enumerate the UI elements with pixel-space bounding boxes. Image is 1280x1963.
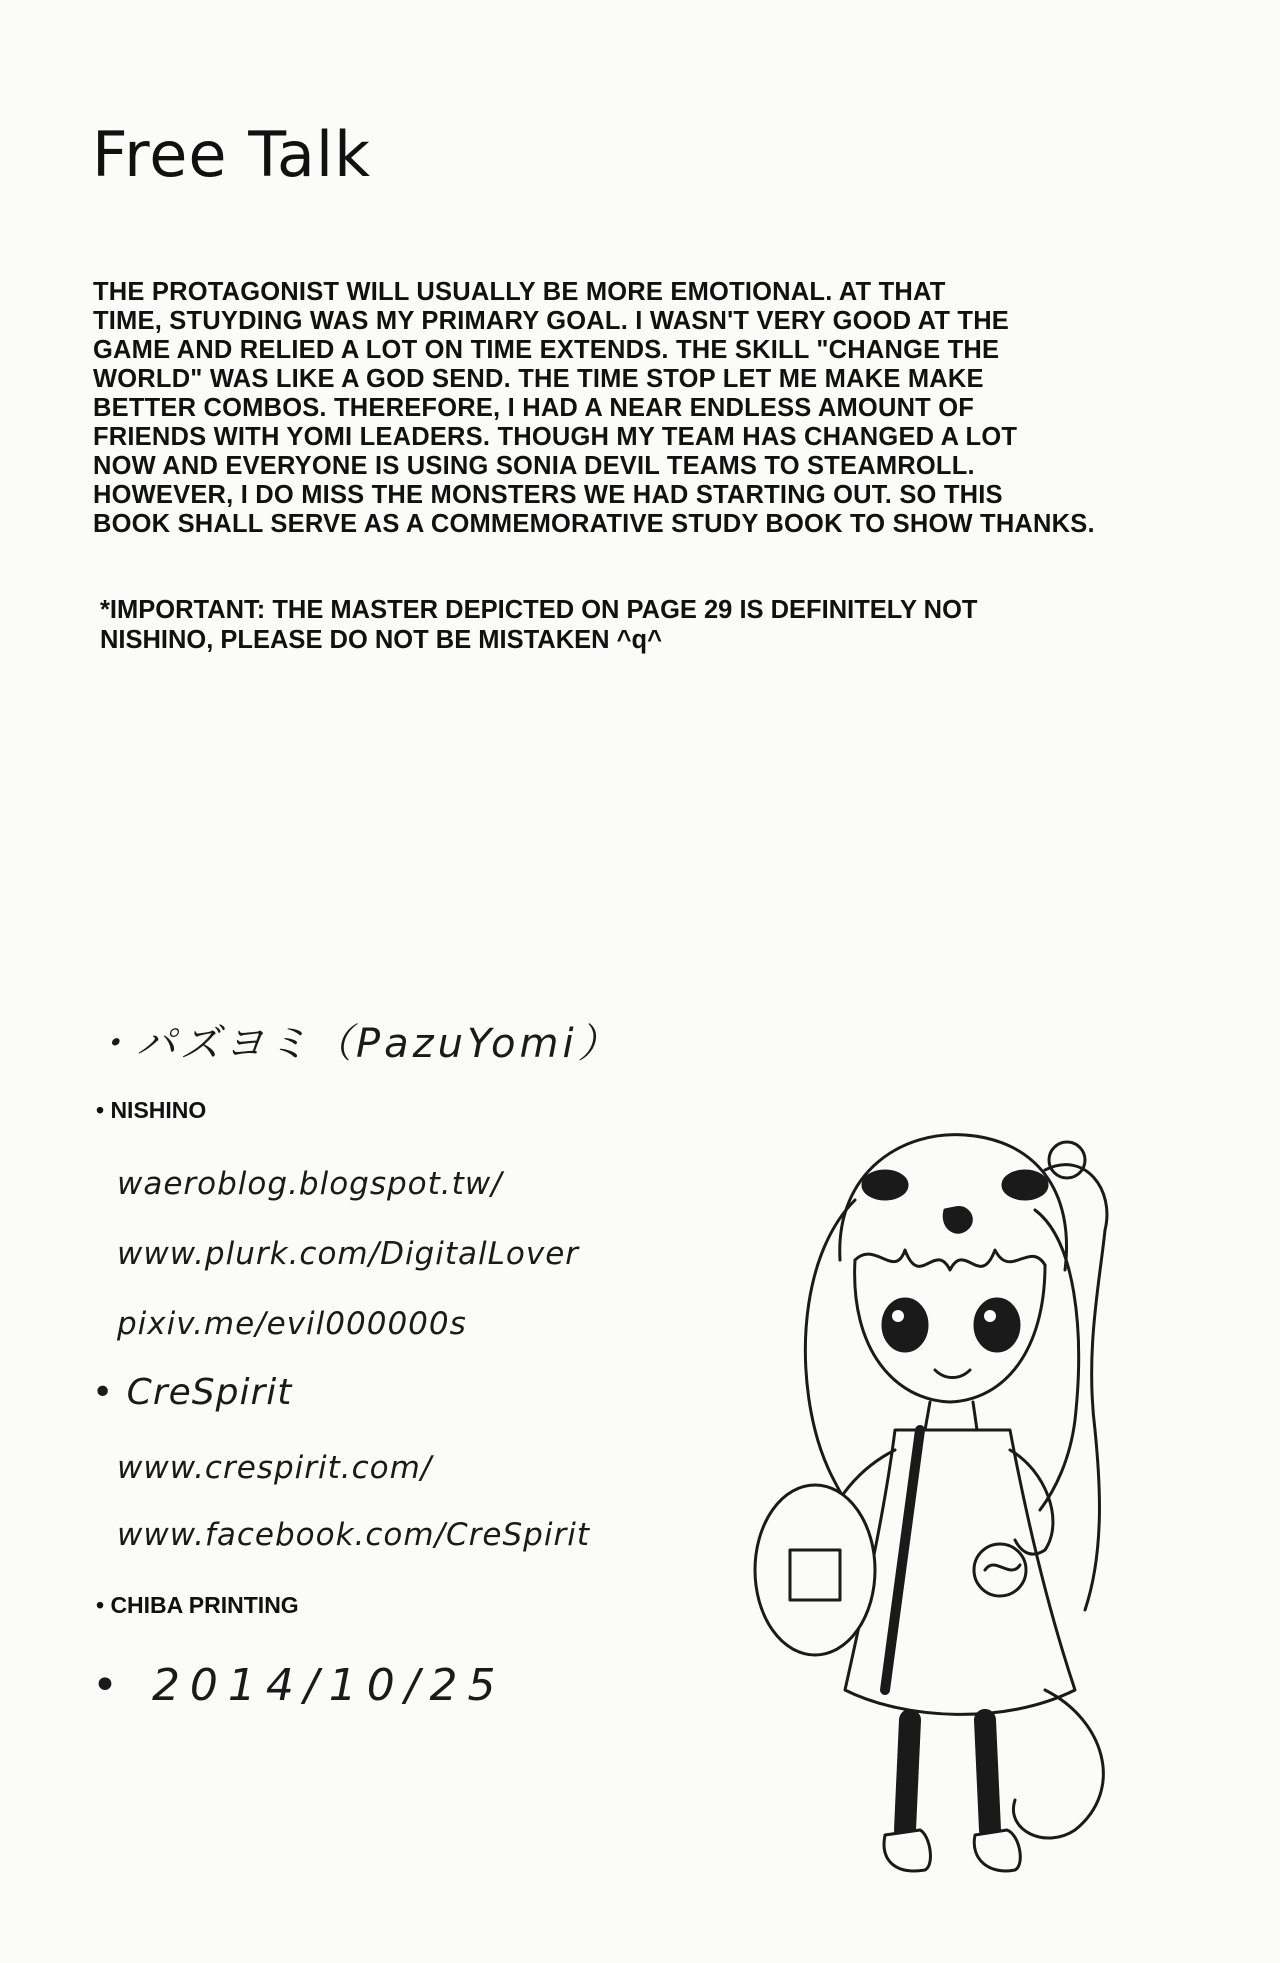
body-line: THE PROTAGONIST WILL USUALLY BE MORE EMOTIONAL. AT THAT	[93, 278, 946, 306]
publisher-name: • CreSpirit	[92, 1372, 293, 1413]
circle-name: ・パズヨミ（PazuYomi）	[92, 1021, 622, 1067]
author-name: • NISHINO	[96, 1097, 207, 1123]
pixiv-link[interactable]: pixiv.me/evil000000s	[117, 1306, 467, 1342]
important-note	[100, 595, 1220, 655]
blog-link[interactable]: waeroblog.blogspot.tw/	[117, 1166, 503, 1202]
crespirit-link[interactable]: www.crespirit.com/	[117, 1450, 433, 1486]
body-line: TIME, STUYDING WAS MY PRIMARY GOAL. I WASN'T VERY GOOD AT THE	[93, 307, 1010, 335]
printer-name: • CHIBA PRINTING	[96, 1592, 299, 1618]
facebook-link[interactable]: www.facebook.com/CreSpirit	[117, 1517, 590, 1553]
body-line: WORLD" WAS LIKE A GOD SEND. THE TIME STOP LET ME MAKE MAKE	[93, 365, 984, 393]
body-line: GAME AND RELIED A LOT ON TIME EXTENDS. THE SKILL "CHANGE THE	[93, 336, 1000, 364]
body-line: BOOK SHALL SERVE AS A COMMEMORATIVE STUDY BOOK TO SHOW THANKS.	[93, 510, 1095, 538]
plurk-link[interactable]: www.plurk.com/DigitalLover	[117, 1236, 580, 1272]
publication-date: • 2014/10/25	[92, 1660, 506, 1711]
body-line: FRIENDS WITH YOMI LEADERS. THOUGH MY TEAM HAS CHANGED A LOT	[93, 423, 1018, 451]
body-line: NOW AND EVERYONE IS USING SONIA DEVIL TEAMS TO STEAMROLL.	[93, 452, 975, 480]
body-line: HOWEVER, I DO MISS THE MONSTERS WE HAD STARTING OUT. SO THIS	[93, 481, 1003, 509]
note-line: *IMPORTANT: THE MASTER DEPICTED ON PAGE 29 IS DEFINITELY NOT	[100, 596, 978, 624]
chibi-character-illustration	[745, 1130, 1165, 1900]
note-line: NISHINO, PLEASE DO NOT BE MISTAKEN ^q^	[100, 626, 663, 654]
free-talk-body	[93, 278, 1213, 539]
page-title: Free Talk	[92, 118, 372, 191]
body-line: BETTER COMBOS. THEREFORE, I HAD A NEAR ENDLESS AMOUNT OF	[93, 394, 975, 422]
